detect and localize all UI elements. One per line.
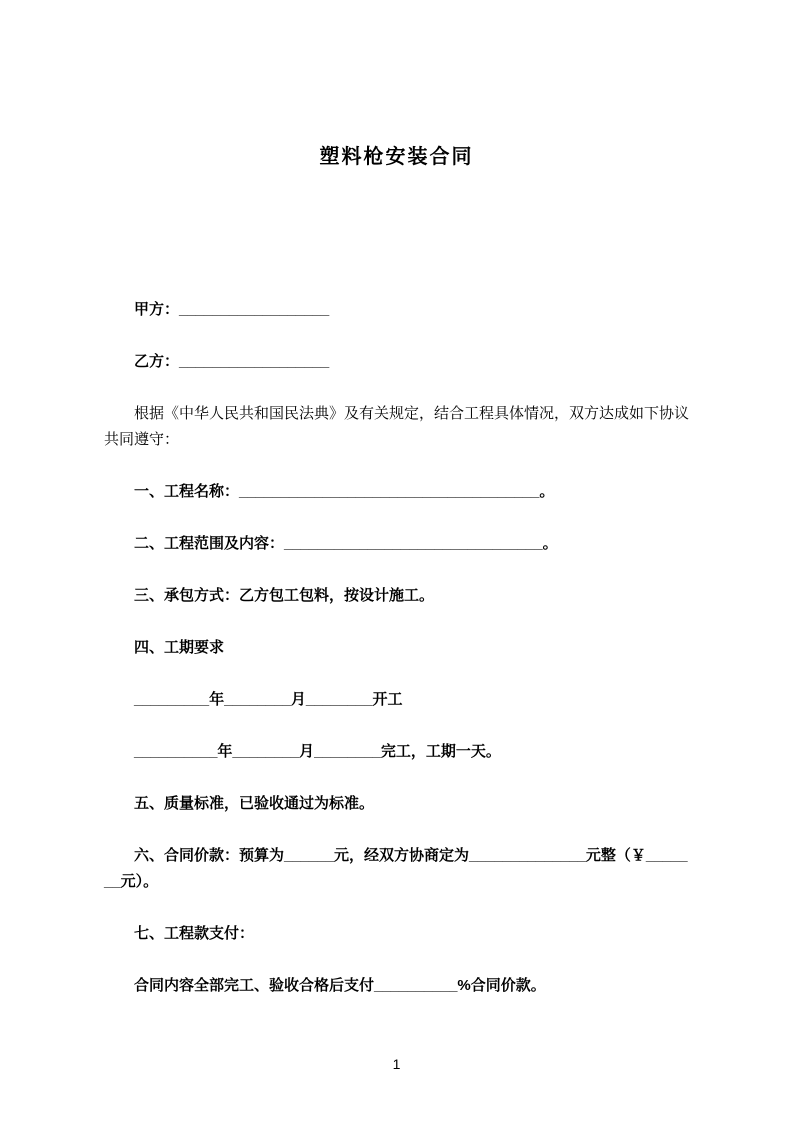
clause-7-payment: 七、工程款支付： bbox=[134, 925, 255, 942]
clause-1-project-name: 一、工程名称：____________________________________。 bbox=[134, 483, 555, 500]
clause-4-schedule: 四、工期要求 bbox=[134, 639, 225, 656]
clause-2-scope: 二、工程范围及内容：_______________________________。 bbox=[134, 535, 558, 552]
document-body bbox=[104, 297, 689, 999]
finish-date-line: __________年________月________完工，工期一天。 bbox=[134, 743, 501, 760]
page-number: 1 bbox=[392, 1056, 401, 1072]
clause-3-contract-method: 三、承包方式：乙方包工包料，按设计施工。 bbox=[134, 587, 435, 604]
clause-6-price: 六、合同价款：预算为______元，经双方协商定为______________元整（￥_______元）。 bbox=[104, 847, 688, 890]
payment-detail: 合同内容全部完工、验收合格后支付__________%合同价款。 bbox=[134, 977, 546, 994]
document-title: 塑料枪安装合同 bbox=[319, 146, 474, 168]
party-b-line: 乙方：__________________ bbox=[134, 353, 330, 370]
start-date-line: _________年________月________开工 bbox=[134, 691, 403, 708]
party-a-line: 甲方：__________________ bbox=[134, 301, 330, 318]
preamble: 根据《中华人民共和国民法典》及有关规定，结合工程具体情况，双方达成如下协议共同遵守： bbox=[104, 405, 690, 448]
clause-5-quality: 五、质量标准，已验收通过为标准。 bbox=[134, 795, 375, 812]
